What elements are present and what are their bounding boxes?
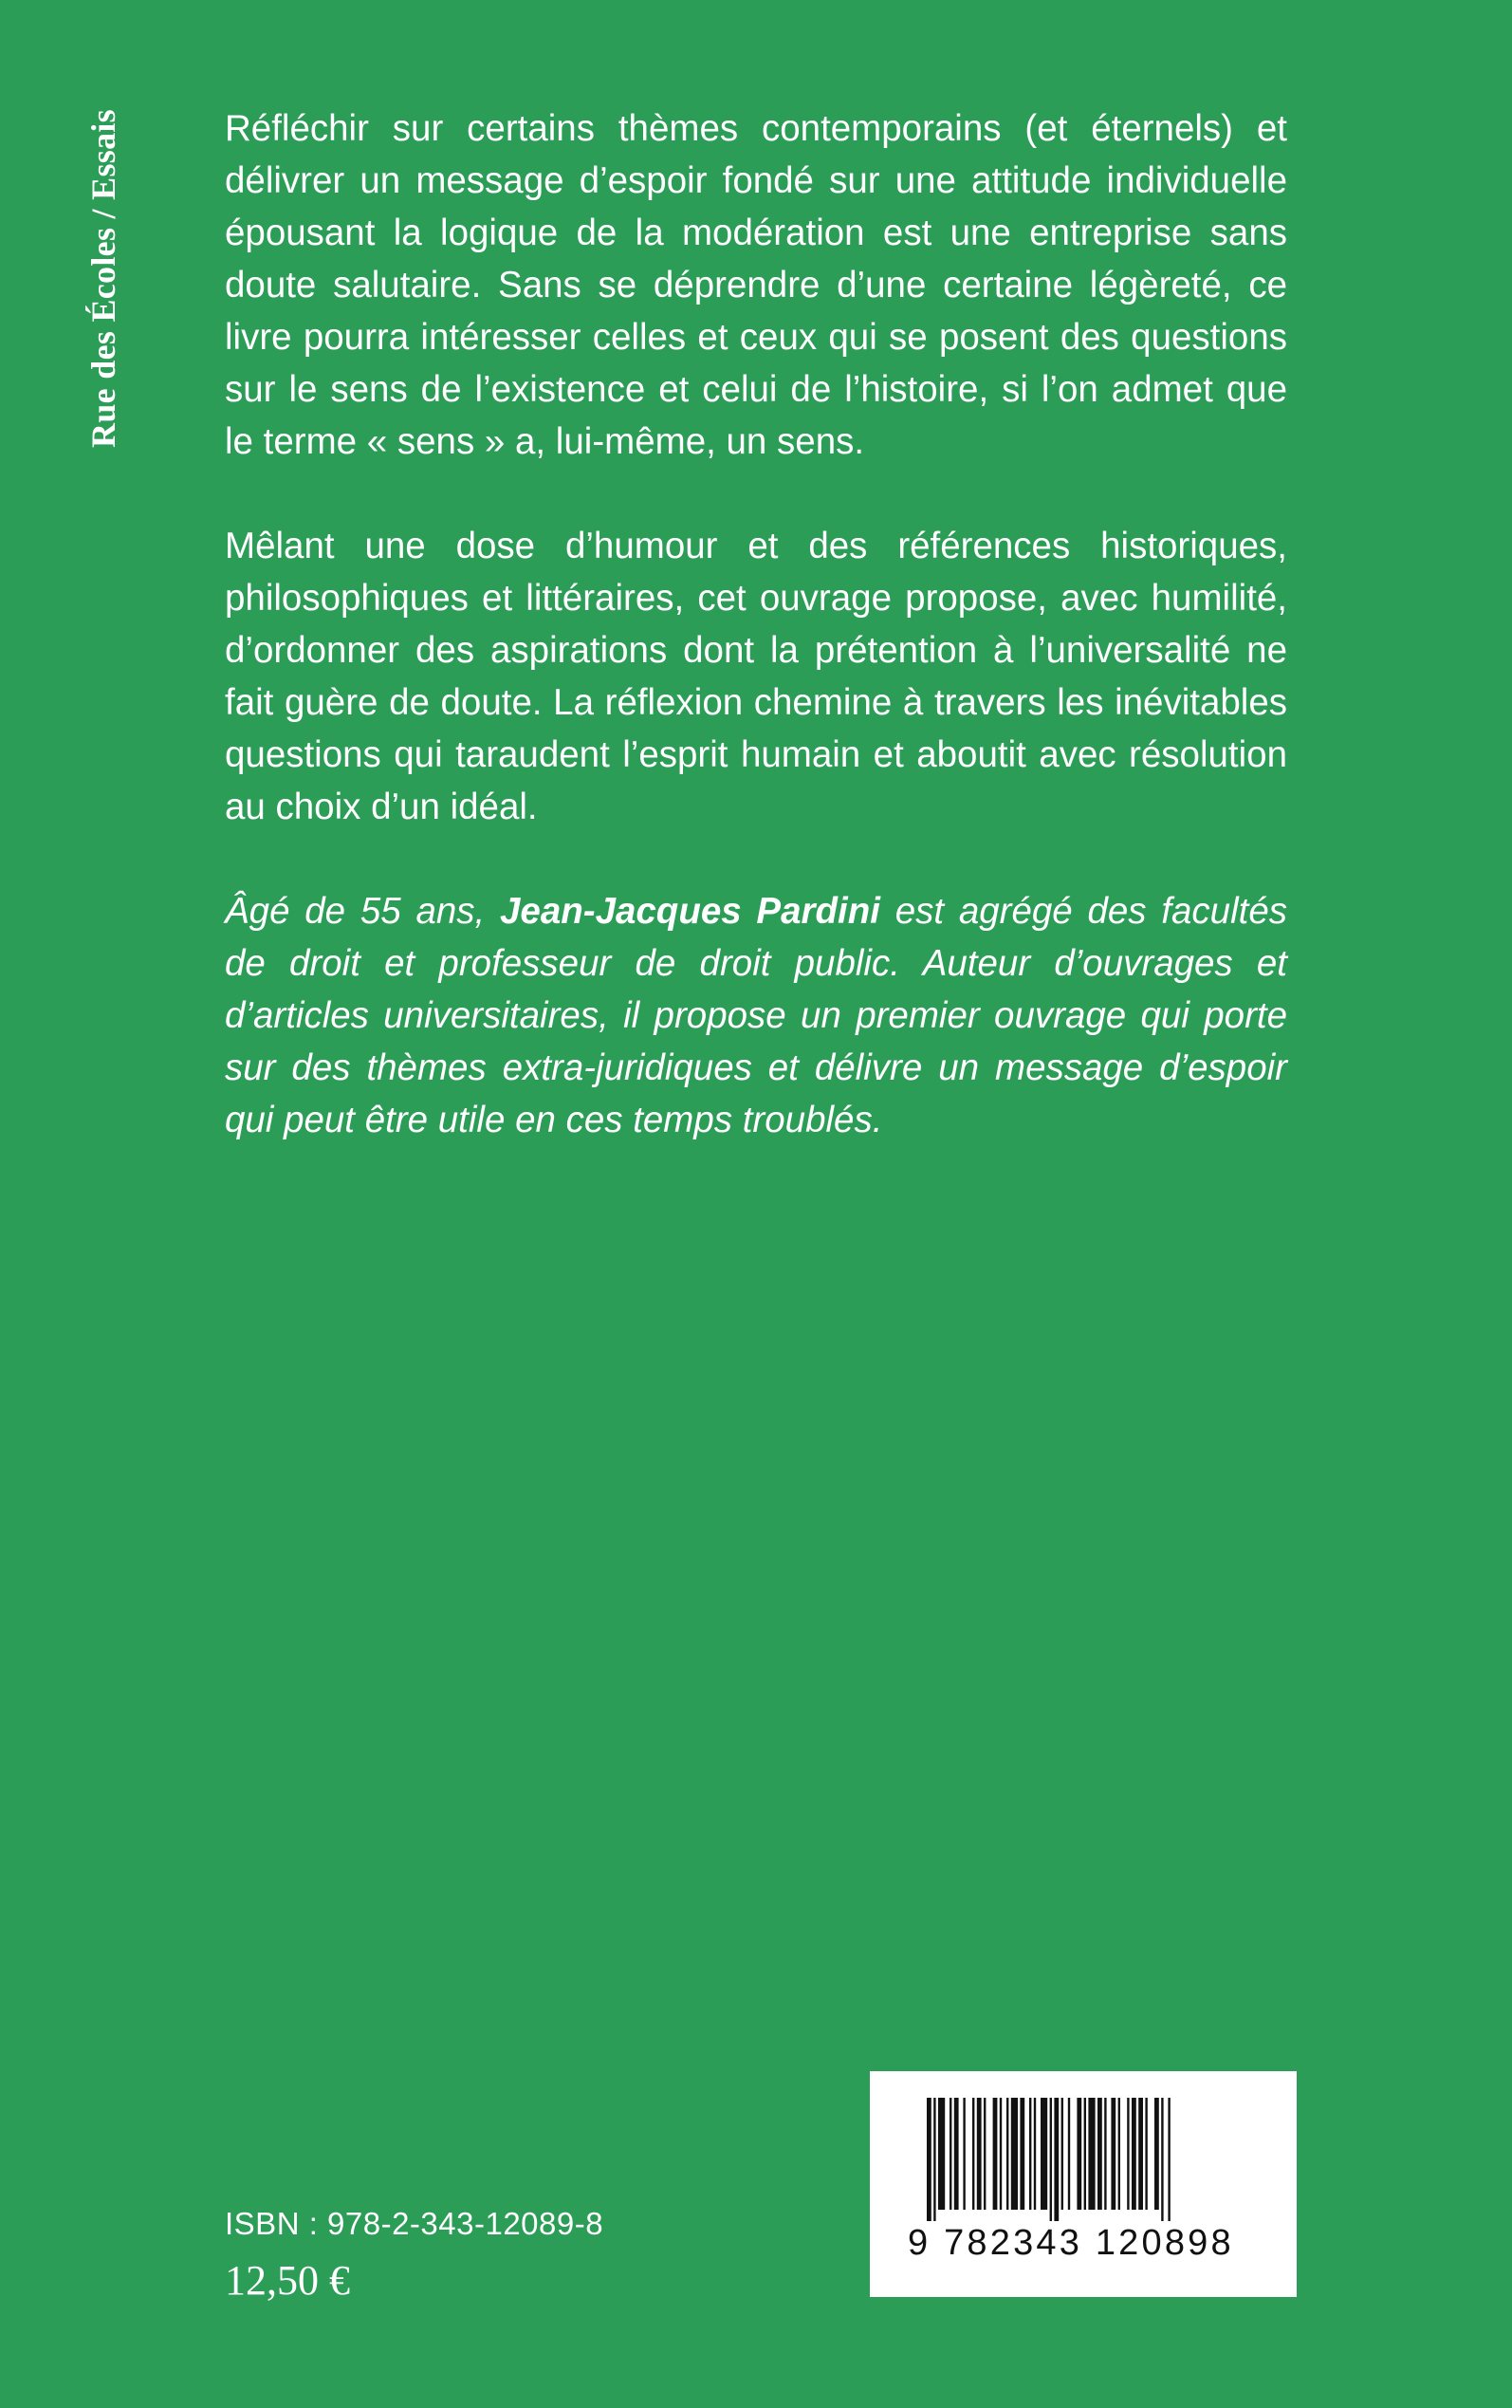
bio-suffix: est agrégé des facultés de droit et professeur de droit public. Auteur d’ouvrages et d’articles universitaires, il propose un premier ouvrage qui porte sur des thèmes extra-juridiques et délivre un message d’espoir qui peut être utile en ces temps troublés.	[225, 891, 1287, 1140]
barcode	[870, 2071, 1297, 2297]
price: 12,50 €	[225, 2257, 350, 2304]
barcode-icon	[927, 2098, 1230, 2221]
author-bio	[225, 885, 1287, 1146]
author-name: Jean-Jacques Pardini	[500, 891, 880, 932]
description-paragraph-2: Mêlant une dose d’humour et des références historiques, philosophiques et littéraires, cet ouvrage propose, avec humilité, d’ordonner des aspirations dont la prétention à l’universalité ne fait guère de doute. La réflexion chemine à travers les inévitables questions qui taraudent l’esprit humain et aboutit avec résolution au choix d’un idéal.	[225, 526, 1287, 827]
back-cover-text	[225, 102, 1287, 1146]
description-paragraph-1: Réfléchir sur certains thèmes contemporains (et éternels) et délivrer un message d’espoir fondé sur une attitude individuelle épousant la logique de la modération est une entreprise sans doute salutaire. Sans se déprendre d’une certaine légèreté, ce livre pourra intéresser celles et ceux qui se posent des questions sur le sens de l’existence et celui de l’histoire, si l’on admet que le terme « sens » a, lui-même, un sens.	[225, 108, 1287, 462]
series-title: Rue des Écoles / Essais	[84, 109, 122, 448]
isbn: ISBN : 978-2-343-12089-8	[225, 2206, 604, 2241]
barcode-digits: 9 782343 120898	[908, 2223, 1234, 2263]
spine-label	[74, 109, 131, 574]
bio-prefix: Âgé de 55 ans,	[225, 891, 500, 932]
